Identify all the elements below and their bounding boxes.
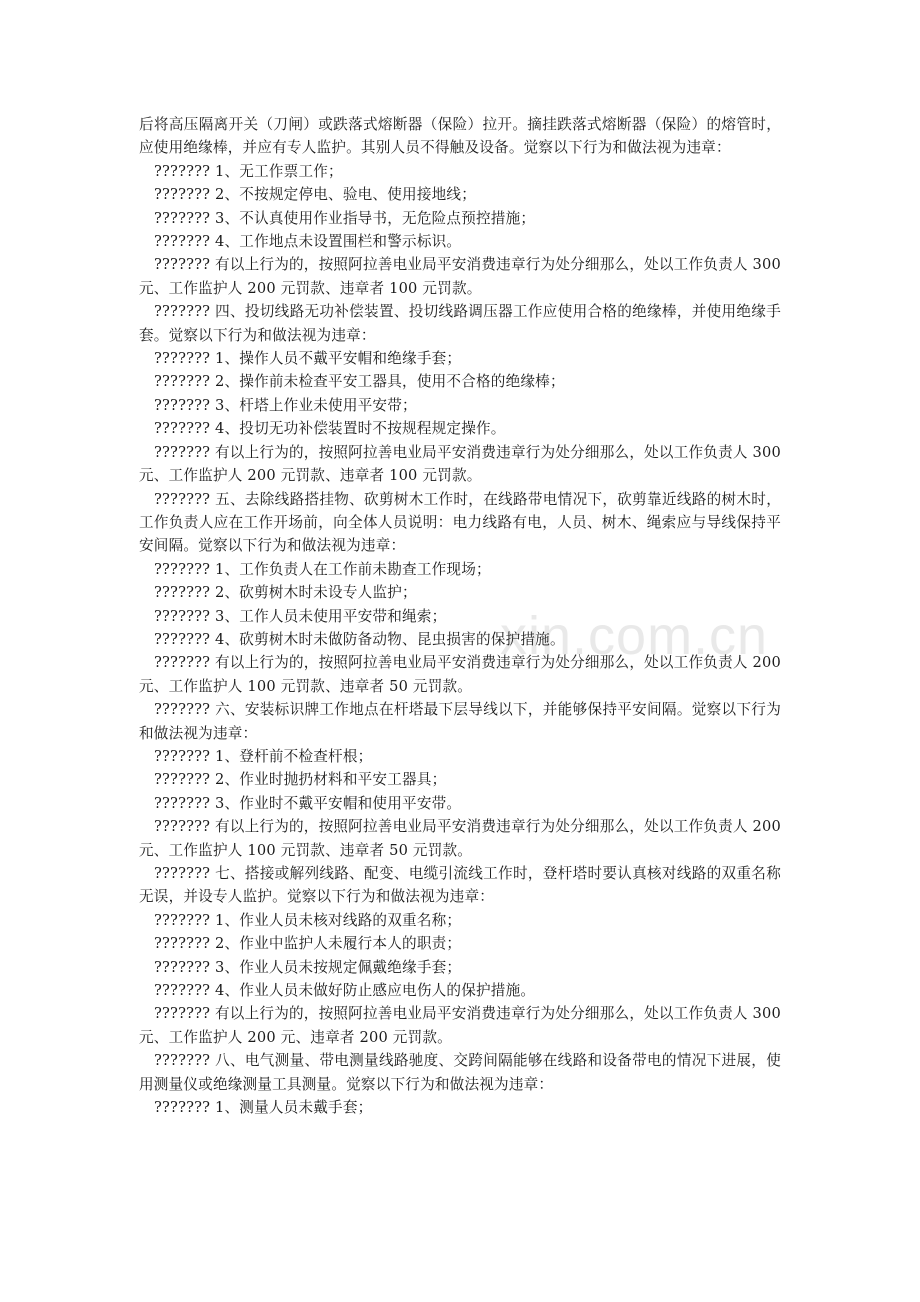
list-item: ??????? 3、工作人员未使用平安带和绳索； <box>154 607 447 625</box>
list-item: ??????? 2、不按规定停电、验电、使用接地线； <box>154 186 476 204</box>
list-item: ??????? 1、无工作票工作； <box>154 162 343 180</box>
list-item: ??????? 3、不认真使用作业指导书，无危险点预控措施； <box>154 209 536 227</box>
penalty-paragraph: ??????? 有以上行为的，按照阿拉善电业局平安消费违章行为处分细那么，处以工作负责人 300 元、工作监护人 200 元、违章者 200 元罚款。 <box>139 1005 781 1046</box>
list-item: ??????? 2、砍剪树木时未设专人监护； <box>154 584 417 602</box>
list-item: ??????? 4、投切无功补偿装置时不按规程规定操作。 <box>154 420 506 438</box>
section-heading-paragraph: ??????? 八、电气测量、带电测量线路驰度、交跨间隔能够在线路和设备带电的情况下进展，使用测量仪或绝缘测量工具测量。觉察以下行为和做法视为违章： <box>139 1052 781 1093</box>
document-page <box>139 113 781 1119</box>
list-item: ??????? 4、工作地点未设置围栏和警示标识。 <box>154 233 462 251</box>
list-item: ??????? 1、作业人员未核对线路的双重名称； <box>154 911 462 929</box>
list-item: ??????? 4、砍剪树木时未做防备动物、昆虫损害的保护措施。 <box>154 630 565 648</box>
watermark: xin.com.cn <box>500 606 769 666</box>
section-heading-paragraph: ??????? 六、安装标识牌工作地点在杆塔最下层导线以下，并能够保持平安间隔。觉察以下行为和做法视为违章： <box>139 701 781 742</box>
section-heading-paragraph: ??????? 七、搭接或解列线路、配变、电缆引流线工作时，登杆塔时要认真核对线路的双重名称无误，并设专人监护。觉察以下行为和做法视为违章： <box>139 865 781 906</box>
list-item: ??????? 2、作业时抛扔材料和平安工器具； <box>154 771 447 789</box>
penalty-paragraph: ??????? 有以上行为的，按照阿拉善电业局平安消费违章行为处分细那么，处以工作负责人 200 元、工作监护人 100 元罚款、违章者 50 元罚款。 <box>139 818 781 859</box>
penalty-paragraph: ??????? 有以上行为的，按照阿拉善电业局平安消费违章行为处分细那么，处以工作负责人 200 元、工作监护人 100 元罚款、违章者 50 元罚款。 <box>139 654 781 695</box>
list-item: ??????? 1、登杆前不检查杆根； <box>154 747 373 765</box>
list-item: ??????? 2、操作前未检查平安工器具，使用不合格的绝缘棒； <box>154 373 565 391</box>
list-item: ??????? 3、作业人员未按规定佩戴绝缘手套； <box>154 958 462 976</box>
list-item: ??????? 3、作业时不戴平安帽和使用平安带。 <box>154 794 462 812</box>
list-item: ??????? 1、工作负责人在工作前未勘查工作现场； <box>154 560 491 578</box>
list-item: ??????? 4、作业人员未做好防止感应电伤人的保护措施。 <box>154 982 536 1000</box>
section-heading-paragraph: ??????? 五、去除线路搭挂物、砍剪树木工作时，在线路带电情况下，砍剪靠近线路的树木时，工作负责人应在工作开场前，向全体人员说明：电力线路有电，人员、树木、绳索应与导线保持平安间隔。觉察以下行为和做法视为违章： <box>139 490 781 555</box>
list-item: ??????? 3、杆塔上作业未使用平安带； <box>154 396 417 414</box>
list-item: ??????? 1、操作人员不戴平安帽和绝缘手套； <box>154 350 462 368</box>
list-item: ??????? 2、作业中监护人未履行本人的职责； <box>154 935 462 953</box>
penalty-paragraph: ??????? 有以上行为的，按照阿拉善电业局平安消费违章行为处分细那么，处以工作负责人 300 元、工作监护人 200 元罚款、违章者 100 元罚款。 <box>139 256 781 297</box>
paragraph: 后将高压隔离开关（刀闸）或跌落式熔断器（保险）拉开。摘挂跌落式熔断器（保险）的熔管时，应使用绝缘棒，并应有专人监护。其别人员不得触及设备。觉察以下行为和做法视为违章： <box>139 116 781 157</box>
list-item: ??????? 1、测量人员未戴手套； <box>154 1099 373 1117</box>
penalty-paragraph: ??????? 有以上行为的，按照阿拉善电业局平安消费违章行为处分细那么，处以工作负责人 300 元、工作监护人 200 元罚款、违章者 100 元罚款。 <box>139 443 781 485</box>
section-heading-paragraph: ??????? 四、投切线路无功补偿装置、投切线路调压器工作应使用合格的绝缘棒，并使用绝缘手套。觉察以下行为和做法视为违章： <box>139 303 781 344</box>
